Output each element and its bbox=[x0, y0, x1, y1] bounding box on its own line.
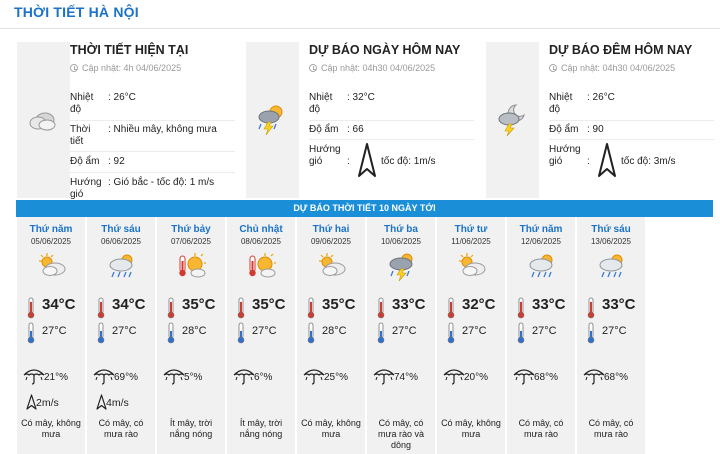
umbrella-icon bbox=[23, 367, 45, 390]
forecast-day-5 bbox=[297, 217, 365, 454]
min-temp: 27°C bbox=[532, 325, 557, 337]
rain-chance: 6°% bbox=[254, 372, 273, 383]
hot-sun-icon bbox=[177, 252, 207, 283]
thermometer-cold-icon bbox=[27, 322, 35, 349]
max-temp: 35°C bbox=[252, 296, 286, 313]
rain-chance: 74°% bbox=[394, 372, 419, 383]
thermometer-hot-icon bbox=[27, 297, 35, 324]
today-weather-thumb bbox=[246, 42, 299, 198]
umbrella-icon bbox=[163, 367, 185, 390]
wind-direction-arrow-icon bbox=[597, 142, 617, 180]
forecast-day-6 bbox=[367, 217, 435, 454]
ten-day-forecast-header: DỰ BÁO THỜI TIẾT 10 NGÀY TỚI bbox=[16, 200, 713, 217]
current-weather-row: Thời tiết : Nhiều mây, không mưa bbox=[70, 124, 217, 147]
current-temp-row: Nhiệt độ : 26°C bbox=[70, 92, 136, 115]
day-name: Thứ ba bbox=[384, 224, 418, 235]
umbrella-icon bbox=[583, 367, 605, 390]
weather-description: Ít mây, trời nắng nóng bbox=[239, 418, 283, 439]
tonight-wind-row: Hướng gió : tốc độ: 3m/s bbox=[549, 144, 714, 184]
day-date: 06/06/2025 bbox=[100, 237, 142, 246]
day-date: 08/06/2025 bbox=[240, 237, 282, 246]
clock-icon bbox=[309, 64, 317, 72]
thermometer-cold-icon bbox=[377, 322, 385, 349]
max-temp: 35°C bbox=[182, 296, 216, 313]
day-date: 12/06/2025 bbox=[520, 237, 562, 246]
current-wind-row: Hướng gió : Gió bắc - tốc độ: 1 m/s bbox=[70, 177, 215, 200]
rain-chance: 20°% bbox=[464, 372, 489, 383]
weather-description: Có mây, có mưa rào bbox=[98, 418, 144, 439]
current-weather-title: THỜI TIẾT HIỆN TẠI bbox=[70, 43, 189, 57]
min-temp: 28°C bbox=[322, 325, 347, 337]
min-temp: 27°C bbox=[462, 325, 487, 337]
max-temp: 33°C bbox=[602, 296, 636, 313]
day-name: Thứ sáu bbox=[101, 224, 141, 235]
wind-speed: 2m/s bbox=[36, 397, 59, 409]
umbrella-icon bbox=[373, 367, 395, 390]
thermometer-hot-icon bbox=[237, 297, 245, 324]
current-updated: Cập nhật: 4h 04/06/2025 bbox=[70, 63, 181, 73]
min-temp: 27°C bbox=[42, 325, 67, 337]
thermometer-cold-icon bbox=[517, 322, 525, 349]
thermometer-cold-icon bbox=[587, 322, 595, 349]
sun-cloud-rain-icon bbox=[527, 252, 557, 285]
min-temp: 27°C bbox=[252, 325, 277, 337]
forecast-day-7 bbox=[437, 217, 505, 454]
max-temp: 34°C bbox=[42, 296, 76, 313]
thermometer-hot-icon bbox=[587, 297, 595, 324]
weather-description: Có mây, không mưa bbox=[441, 418, 501, 439]
thunderstorm-sun-icon bbox=[387, 252, 417, 287]
rain-chance: 68°% bbox=[534, 372, 559, 383]
max-temp: 33°C bbox=[392, 296, 426, 313]
rain-chance: 25°% bbox=[324, 372, 349, 383]
tonight-forecast-panel bbox=[486, 42, 716, 198]
min-temp: 27°C bbox=[112, 325, 137, 337]
page-title: THỜI TIẾT HÀ NỘI bbox=[14, 4, 139, 20]
tonight-humidity-row: Độ ẩm : 90 bbox=[549, 124, 604, 135]
hot-sun-icon bbox=[247, 252, 277, 283]
max-temp: 35°C bbox=[322, 296, 356, 313]
thermometer-hot-icon bbox=[167, 297, 175, 324]
current-weather-panel bbox=[17, 42, 237, 198]
sun-cloud-icon bbox=[317, 252, 347, 283]
umbrella-icon bbox=[93, 367, 115, 390]
today-forecast-panel bbox=[246, 42, 478, 198]
current-weather-thumb bbox=[17, 42, 70, 198]
sun-cloud-icon bbox=[457, 252, 487, 283]
clock-icon bbox=[70, 64, 78, 72]
forecast-day-3 bbox=[157, 217, 225, 454]
day-name: Thứ tư bbox=[454, 224, 488, 235]
forecast-day-9 bbox=[577, 217, 645, 454]
umbrella-icon bbox=[233, 367, 255, 390]
forecast-day-4 bbox=[227, 217, 295, 454]
sun-cloud-icon bbox=[37, 252, 67, 283]
thunderstorm-sun-icon bbox=[254, 102, 290, 136]
cloudy-icon bbox=[25, 108, 61, 132]
umbrella-icon bbox=[303, 367, 325, 390]
today-temp-row: Nhiệt độ : 32°C bbox=[309, 92, 375, 115]
day-date: 13/06/2025 bbox=[590, 237, 632, 246]
weather-description: Có mây, có mưa rào và dông bbox=[377, 418, 425, 450]
max-temp: 34°C bbox=[112, 296, 146, 313]
night-thunder-icon bbox=[494, 102, 530, 136]
umbrella-icon bbox=[513, 367, 535, 390]
day-name: Thứ hai bbox=[312, 224, 350, 235]
weather-description: Có mây, không mưa bbox=[21, 418, 81, 439]
day-name: Chủ nhật bbox=[239, 224, 283, 235]
weather-description: Ít mây, trời nắng nóng bbox=[169, 418, 213, 439]
weather-description: Có mây, không mưa bbox=[301, 418, 361, 439]
min-temp: 27°C bbox=[392, 325, 417, 337]
today-wind-row: Hướng gió : tốc độ: 1m/s bbox=[309, 144, 474, 184]
weather-description: Có mây, có mưa rào bbox=[518, 418, 564, 439]
forecast-day-8 bbox=[507, 217, 575, 454]
title-divider bbox=[0, 28, 720, 29]
thermometer-cold-icon bbox=[167, 322, 175, 349]
day-name: Thứ năm bbox=[29, 224, 73, 235]
thermometer-hot-icon bbox=[447, 297, 455, 324]
clock-icon bbox=[549, 64, 557, 72]
thermometer-cold-icon bbox=[97, 322, 105, 349]
rain-chance: 69°% bbox=[114, 372, 139, 383]
day-name: Thứ bảy bbox=[171, 224, 211, 235]
day-date: 09/06/2025 bbox=[310, 237, 352, 246]
day-name: Thứ sáu bbox=[591, 224, 631, 235]
tonight-weather-thumb bbox=[486, 42, 539, 198]
tonight-temp-row: Nhiệt độ : 26°C bbox=[549, 92, 615, 115]
wind-direction-arrow-icon bbox=[357, 142, 377, 180]
min-temp: 27°C bbox=[602, 325, 627, 337]
day-date: 05/06/2025 bbox=[30, 237, 72, 246]
today-forecast-title: DỰ BÁO NGÀY HÔM NAY bbox=[309, 43, 461, 57]
day-name: Thứ năm bbox=[519, 224, 563, 235]
current-humidity-row: Độ ẩm : 92 bbox=[70, 156, 125, 167]
day-date: 07/06/2025 bbox=[170, 237, 212, 246]
tonight-forecast-title: DỰ BÁO ĐÊM HÔM NAY bbox=[549, 43, 693, 57]
rain-chance: 21°% bbox=[44, 372, 69, 383]
rain-chance: 68°% bbox=[604, 372, 629, 383]
today-humidity-row: Độ ẩm : 66 bbox=[309, 124, 364, 135]
sun-cloud-rain-icon bbox=[597, 252, 627, 285]
thermometer-cold-icon bbox=[447, 322, 455, 349]
thermometer-hot-icon bbox=[97, 297, 105, 324]
umbrella-icon bbox=[443, 367, 465, 390]
tonight-updated: Cập nhật: 04h30 04/06/2025 bbox=[549, 63, 675, 73]
rain-chance: 5°% bbox=[184, 372, 203, 383]
thermometer-cold-icon bbox=[307, 322, 315, 349]
forecast-day-1 bbox=[17, 217, 85, 454]
thermometer-hot-icon bbox=[517, 297, 525, 324]
max-temp: 33°C bbox=[532, 296, 566, 313]
min-temp: 28°C bbox=[182, 325, 207, 337]
sun-cloud-rain-icon bbox=[107, 252, 137, 285]
thermometer-cold-icon bbox=[237, 322, 245, 349]
max-temp: 32°C bbox=[462, 296, 496, 313]
thermometer-hot-icon bbox=[307, 297, 315, 324]
day-date: 11/06/2025 bbox=[451, 237, 491, 246]
thermometer-hot-icon bbox=[377, 297, 385, 324]
forecast-day-2 bbox=[87, 217, 155, 454]
day-date: 10/06/2025 bbox=[380, 237, 422, 246]
today-updated: Cập nhật: 04h30 04/06/2025 bbox=[309, 63, 435, 73]
wind-speed: 4m/s bbox=[106, 397, 129, 409]
weather-description: Có mây, có mưa rào bbox=[588, 418, 634, 439]
